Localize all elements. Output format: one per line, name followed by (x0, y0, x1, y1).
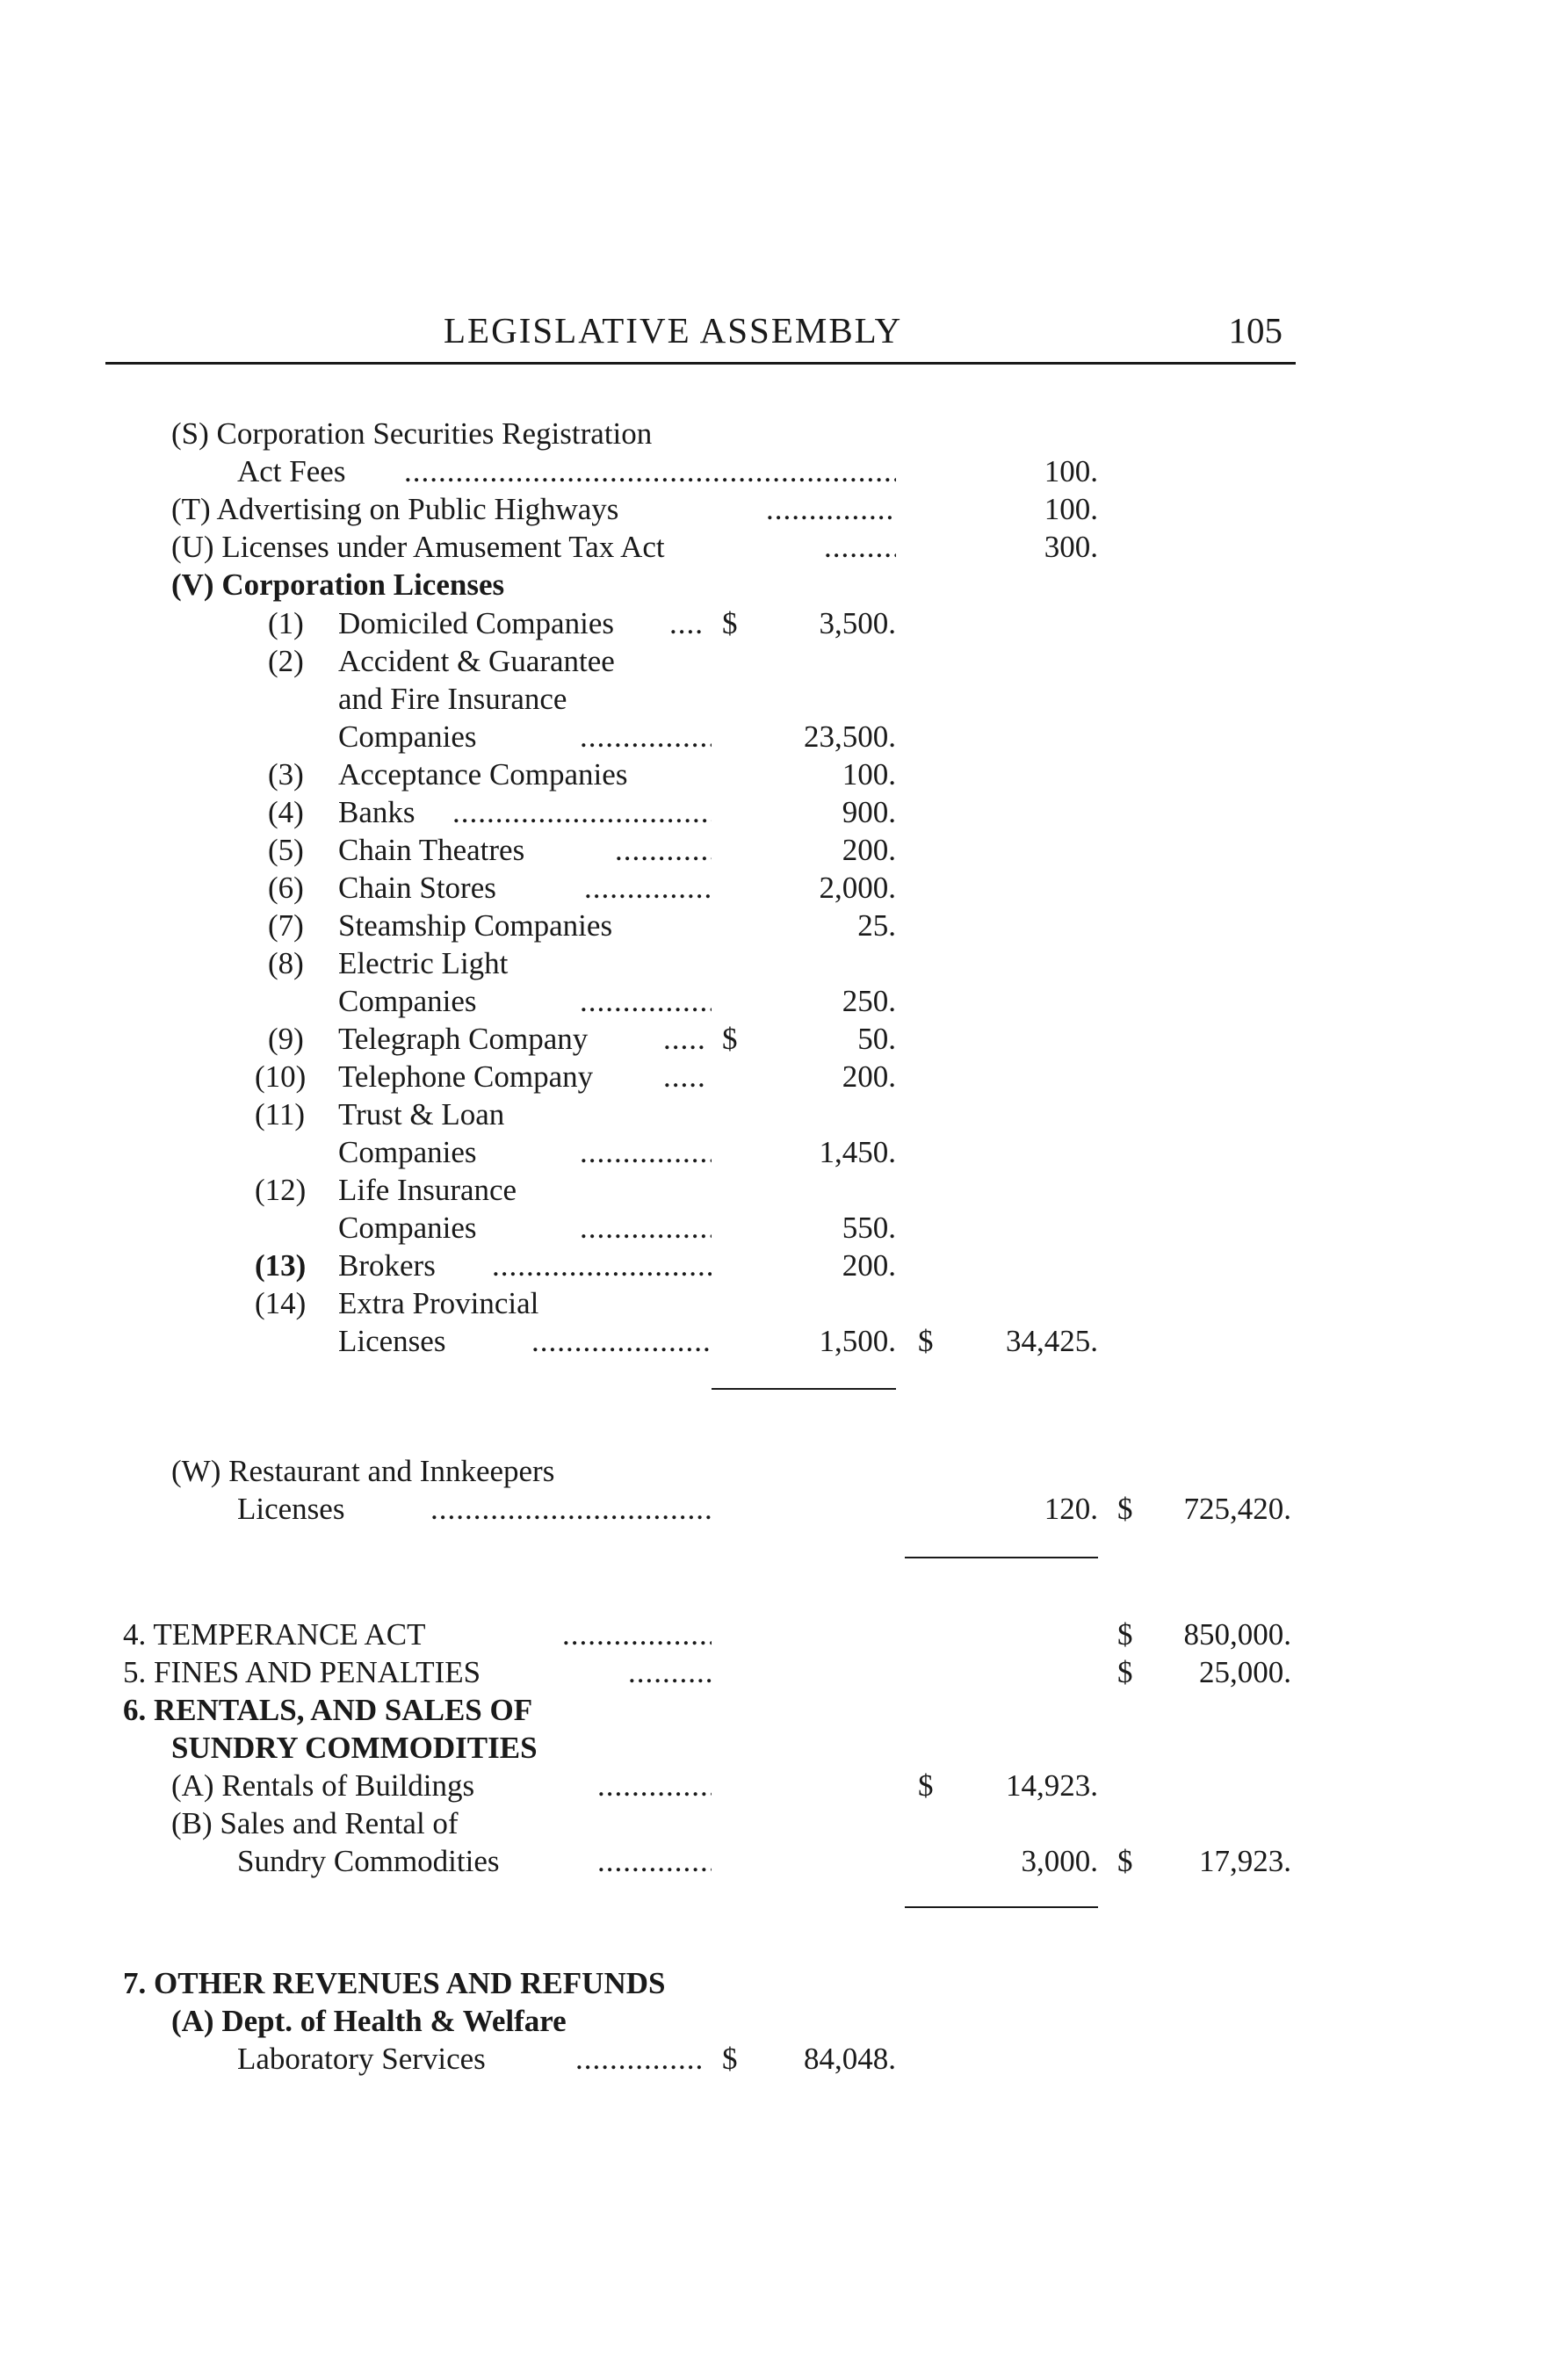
total: 725,420. (1183, 1492, 1291, 1526)
leader-dots (628, 1653, 712, 1692)
item-number: (11) (255, 1097, 306, 1131)
dollar-sign: $ (722, 1022, 738, 1056)
row-v3 (0, 755, 1568, 794)
leader-dots (766, 490, 896, 529)
label: Companies (338, 1211, 477, 1245)
dollar-sign: $ (1117, 1492, 1133, 1526)
row-section-6b-title (171, 1804, 962, 1843)
label: (V) Corporation Licenses (171, 568, 505, 602)
row-v14-a (0, 1284, 1568, 1323)
item-number: (10) (255, 1059, 307, 1094)
page-header (105, 309, 1296, 365)
row-section-5 (0, 1653, 1568, 1692)
leader-dots (531, 1322, 712, 1361)
label: (B) Sales and Rental of (171, 1806, 459, 1840)
leader-dots (584, 869, 712, 907)
label: Act Fees (237, 454, 346, 488)
value: 2,000. (819, 871, 896, 905)
label: Companies (338, 1135, 477, 1169)
item-number: (12) (255, 1173, 307, 1207)
label: Accident & Guarantee (338, 644, 615, 678)
row-t (0, 490, 1568, 529)
label: (T) Advertising on Public Highways (171, 492, 619, 526)
item-number: (14) (255, 1286, 307, 1320)
row-s-title (171, 415, 1313, 453)
dollar-sign: $ (1117, 1617, 1133, 1652)
item-number: (4) (268, 795, 304, 829)
row-s-fees (0, 452, 1568, 491)
label: Brokers (338, 1248, 436, 1283)
value: 250. (842, 984, 896, 1018)
label: Banks (338, 795, 415, 829)
value: 850,000. (1183, 1617, 1291, 1652)
value: 3,500. (819, 606, 896, 640)
leader-dots (580, 1209, 712, 1247)
row-section-6a (0, 1767, 1568, 1805)
leader-dots (663, 1020, 705, 1059)
label: SUNDRY COMMODITIES (171, 1731, 538, 1765)
label: Domiciled Companies (338, 606, 614, 640)
leader-dots (824, 528, 896, 567)
label: and Fire Insurance (338, 682, 567, 716)
label: (A) Rentals of Buildings (171, 1768, 475, 1803)
dollar-sign: $ (918, 1768, 934, 1803)
value: 50. (857, 1022, 896, 1056)
row-v8-a (0, 944, 1568, 983)
row-v7 (0, 907, 1568, 945)
value: 120. (1044, 1492, 1098, 1526)
label: Chain Theatres (338, 833, 525, 867)
item-number: (8) (268, 946, 304, 980)
item-number: (9) (268, 1022, 304, 1056)
row-section-6-subtitle (171, 1729, 962, 1768)
sum-rule (905, 1906, 1098, 1908)
label: Trust & Loan (338, 1097, 505, 1131)
row-v9 (0, 1020, 1568, 1059)
leader-dots (669, 604, 705, 643)
dollar-sign: $ (1117, 1844, 1133, 1878)
row-v12-b (0, 1209, 1568, 1247)
leader-dots (597, 1767, 712, 1805)
item-number: (1) (268, 606, 304, 640)
label: 5. FINES AND PENALTIES (123, 1655, 481, 1689)
label: Laboratory Services (237, 2042, 486, 2076)
header-title: LEGISLATIVE ASSEMBLY (444, 310, 903, 351)
item-number: (13) (255, 1248, 307, 1283)
row-v-title (171, 566, 962, 604)
value: 300. (1044, 530, 1098, 564)
value: 1,450. (819, 1135, 896, 1169)
row-section-7a (0, 2040, 1568, 2078)
page-number: 105 (1228, 310, 1283, 351)
row-v8-b (0, 982, 1568, 1021)
row-v10 (0, 1058, 1568, 1096)
dollar-sign: $ (918, 1324, 934, 1358)
value: 100. (842, 757, 896, 792)
value: 100. (1044, 492, 1098, 526)
leader-dots (562, 1616, 712, 1654)
row-v1 (0, 604, 1568, 643)
label: Telephone Company (338, 1059, 594, 1094)
value: 1,500. (819, 1324, 896, 1358)
value: 14,923. (1006, 1768, 1098, 1803)
value: 200. (842, 833, 896, 867)
label: Electric Light (338, 946, 509, 980)
label: 4. TEMPERANCE ACT (123, 1617, 426, 1652)
item-number: (3) (268, 757, 304, 792)
leader-dots (404, 452, 896, 491)
row-v12-a (0, 1171, 1568, 1210)
value: 550. (842, 1211, 896, 1245)
sum-rule (905, 1557, 1098, 1558)
leader-dots (580, 1133, 712, 1172)
total: 17,923. (1199, 1844, 1291, 1878)
dollar-sign: $ (1117, 1655, 1133, 1689)
leader-dots (492, 1247, 712, 1285)
dollar-sign: $ (722, 606, 738, 640)
row-section-7a-title (171, 2002, 962, 2041)
label: Telegraph Company (338, 1022, 589, 1056)
row-w (0, 1490, 1568, 1529)
row-v5 (0, 831, 1568, 870)
row-section-6b (0, 1842, 1568, 1881)
leader-dots (430, 1490, 712, 1529)
leader-dots (663, 1058, 705, 1096)
leader-dots (580, 982, 712, 1021)
label: Licenses (338, 1324, 446, 1358)
row-v11-b (0, 1133, 1568, 1172)
row-section-4 (0, 1616, 1568, 1654)
row-v2-c (0, 718, 1568, 756)
label: Steamship Companies (338, 908, 613, 943)
label: Companies (338, 719, 477, 754)
leader-dots (580, 718, 712, 756)
label: 6. RENTALS, AND SALES OF (123, 1693, 533, 1727)
value: 25. (857, 908, 896, 943)
row-v11-a (0, 1095, 1568, 1134)
leader-dots (452, 793, 712, 832)
value: 25,000. (1199, 1655, 1291, 1689)
total: 34,425. (1006, 1324, 1098, 1358)
row-v6 (0, 869, 1568, 907)
value: 3,000. (1021, 1844, 1098, 1878)
label: Life Insurance (338, 1173, 517, 1207)
value: 100. (1044, 454, 1098, 488)
label: Chain Stores (338, 871, 496, 905)
row-section-7-title (123, 1964, 1001, 2003)
label: Acceptance Companies (338, 757, 628, 792)
value: 23,500. (804, 719, 896, 754)
dollar-sign: $ (722, 2042, 738, 2076)
value: 200. (842, 1248, 896, 1283)
row-v13 (0, 1247, 1568, 1285)
item-number: (2) (268, 644, 304, 678)
row-v2-b (0, 680, 1568, 719)
row-v4 (0, 793, 1568, 832)
label: Extra Provincial (338, 1286, 539, 1320)
label: Companies (338, 984, 477, 1018)
row-section-6-title (123, 1691, 914, 1730)
item-number: (6) (268, 871, 304, 905)
item-number: (5) (268, 833, 304, 867)
row-u (0, 528, 1568, 567)
leader-dots (597, 1842, 712, 1881)
leader-dots (575, 2040, 705, 2078)
label: (S) Corporation Securities Registration (171, 416, 653, 451)
label: Licenses (237, 1492, 345, 1526)
row-v2-a (0, 642, 1568, 681)
row-v14-b (0, 1322, 1568, 1361)
sum-rule (712, 1388, 896, 1390)
label: 7. OTHER REVENUES AND REFUNDS (123, 1966, 666, 2000)
label: (U) Licenses under Amusement Tax Act (171, 530, 665, 564)
value: 84,048. (804, 2042, 896, 2076)
leader-dots (615, 831, 712, 870)
value: 900. (842, 795, 896, 829)
row-w-title (171, 1452, 962, 1491)
item-number: (7) (268, 908, 304, 943)
label: Sundry Commodities (237, 1844, 500, 1878)
label: (W) Restaurant and Innkeepers (171, 1454, 555, 1488)
label: (A) Dept. of Health & Welfare (171, 2004, 567, 2038)
value: 200. (842, 1059, 896, 1094)
